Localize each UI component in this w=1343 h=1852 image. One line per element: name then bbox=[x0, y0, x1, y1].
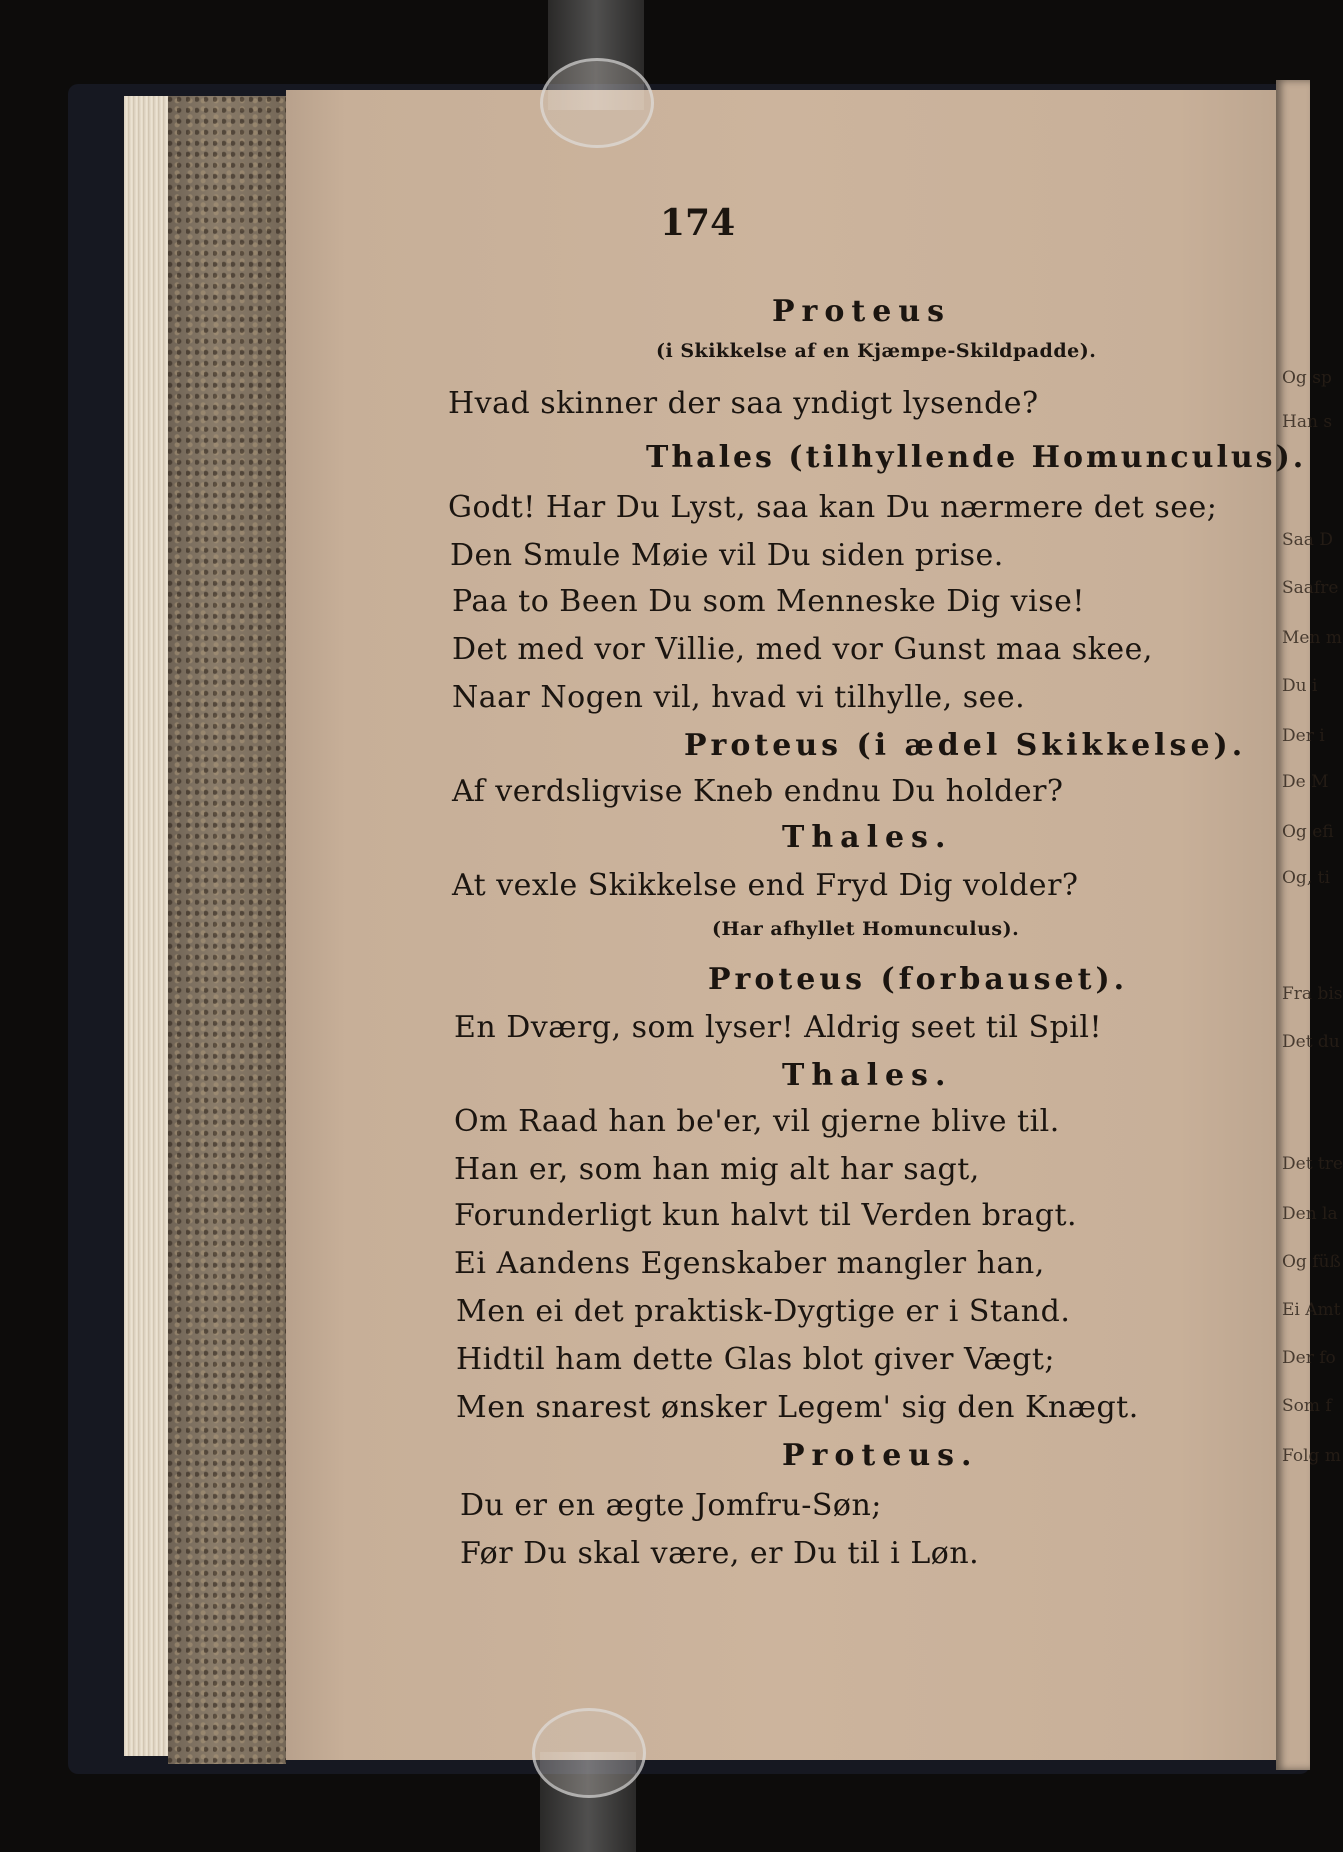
speaker-heading: Proteus (i ædel Skikkelse). bbox=[684, 728, 1247, 763]
verse-line: Det med vor Villie, med vor Gunst maa skee, bbox=[452, 632, 1153, 667]
verse-line: At vexle Skikkelse end Fryd Dig volder? bbox=[452, 868, 1079, 903]
page-block-edge bbox=[124, 96, 172, 1756]
facing-page-fragment: Som f bbox=[1282, 1396, 1332, 1416]
stage-direction: (Har afhyllet Homunculus). bbox=[712, 918, 1020, 940]
stage-direction: (i Skikkelse af en Kjæmpe-Skildpadde). bbox=[656, 340, 1097, 362]
verse-line: Ei Aandens Egenskaber mangler han, bbox=[454, 1246, 1045, 1281]
verse-line: Forunderligt kun halvt til Verden bragt. bbox=[454, 1198, 1078, 1233]
speaker-heading: Thales. bbox=[782, 820, 953, 855]
facing-page-fragment: Der fo bbox=[1282, 1348, 1336, 1368]
verse-line: Paa to Been Du som Menneske Dig vise! bbox=[452, 584, 1085, 619]
facing-page-fragment: Det du bbox=[1282, 1032, 1340, 1052]
page-clip-bottom bbox=[532, 1708, 646, 1798]
speaker-heading: Proteus (forbauset). bbox=[708, 962, 1129, 997]
facing-page-fragment: Og, ti bbox=[1282, 868, 1330, 888]
facing-page-fragment: Den la bbox=[1282, 1204, 1338, 1224]
verse-line: Hidtil ham dette Glas blot giver Vægt; bbox=[456, 1342, 1055, 1377]
facing-page-fragment: Og füß bbox=[1282, 1252, 1341, 1272]
speaker-heading: Proteus. bbox=[782, 1438, 979, 1473]
page-clip-top bbox=[540, 58, 654, 148]
verse-line: Du er en ægte Jomfru-Søn; bbox=[460, 1488, 882, 1523]
facing-page-fragment: Og sp bbox=[1282, 368, 1332, 388]
facing-page-fragment: Der i bbox=[1282, 726, 1325, 746]
facing-page-fragment: Men m bbox=[1282, 628, 1342, 648]
speaker-heading: Thales. bbox=[782, 1058, 953, 1093]
facing-page-fragment: Folg m bbox=[1282, 1446, 1341, 1466]
verse-line: Godt! Har Du Lyst, saa kan Du nærmere det see; bbox=[448, 490, 1218, 525]
verse-line: Den Smule Møie vil Du siden prise. bbox=[450, 538, 1004, 573]
verse-line: Før Du skal være, er Du til i Løn. bbox=[460, 1536, 980, 1571]
facing-page-fragment: Ei Amt bbox=[1282, 1300, 1341, 1320]
verse-line: Hvad skinner der saa yndigt lysende? bbox=[448, 386, 1039, 421]
facing-page-edge bbox=[1276, 80, 1310, 1770]
facing-page-fragment: Og efi bbox=[1282, 822, 1334, 842]
verse-line: Han er, som han mig alt har sagt, bbox=[454, 1152, 980, 1187]
facing-page-fragment: Det tre bbox=[1282, 1154, 1343, 1174]
facing-page-fragment: Fra bis bbox=[1282, 984, 1343, 1004]
verse-line: Af verdsligvise Kneb endnu Du holder? bbox=[452, 774, 1064, 809]
facing-page-fragment: Du i bbox=[1282, 676, 1318, 696]
facing-page-fragment: De M bbox=[1282, 772, 1329, 792]
page-number: 174 bbox=[660, 202, 736, 244]
verse-line: En Dværg, som lyser! Aldrig seet til Spil! bbox=[454, 1010, 1103, 1045]
speaker-heading: Thales (tilhyllende Homunculus). bbox=[646, 440, 1307, 475]
verse-line: Om Raad han be'er, vil gjerne blive til. bbox=[454, 1104, 1060, 1139]
facing-page-fragment: Saa D bbox=[1282, 530, 1333, 550]
verse-line: Naar Nogen vil, hvad vi tilhylle, see. bbox=[452, 680, 1026, 715]
verse-line: Men ei det praktisk-Dygtige er i Stand. bbox=[456, 1294, 1071, 1329]
sprinkled-page-edge bbox=[168, 96, 286, 1764]
facing-page-fragment: Saafre bbox=[1282, 578, 1339, 598]
facing-page-fragment: Han s bbox=[1282, 412, 1333, 432]
speaker-heading: Proteus bbox=[772, 294, 952, 329]
verse-line: Men snarest ønsker Legem' sig den Knægt. bbox=[456, 1390, 1139, 1425]
